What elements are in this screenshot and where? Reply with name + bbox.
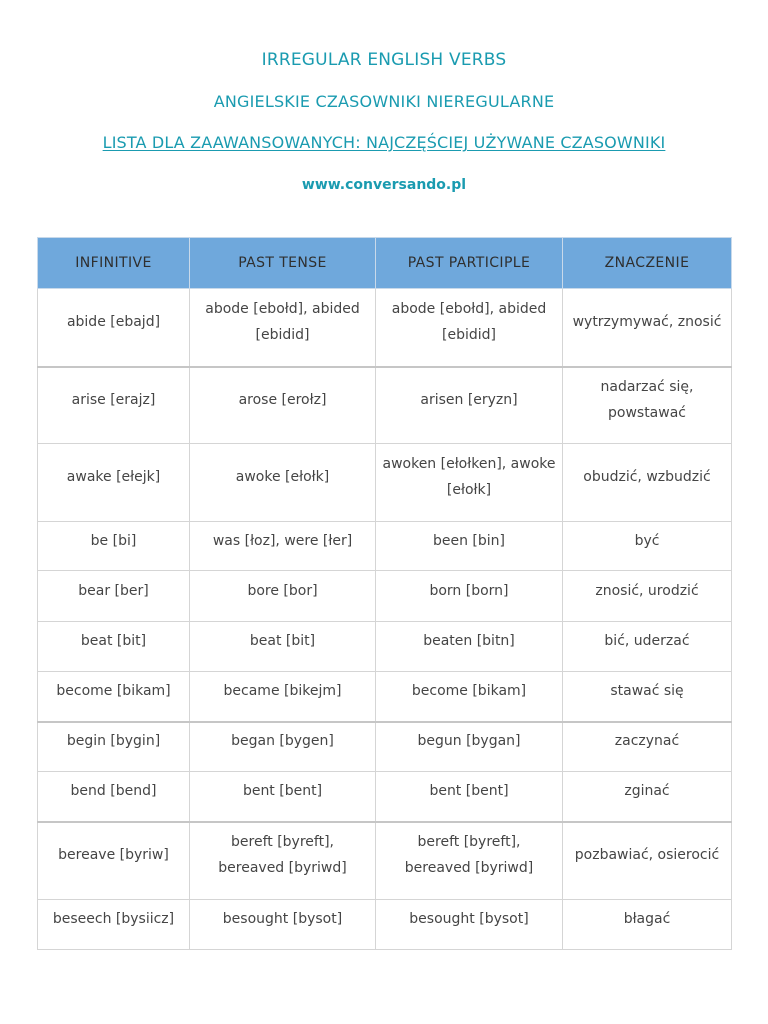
meaning-text: być [634, 532, 660, 549]
past-participle-text: abode [ebołd], abided [ebidid] [391, 300, 547, 343]
meaning-text: znosić, urodzić [595, 582, 699, 599]
infinitive-text: be [bi] [90, 532, 137, 549]
past-participle-cell [376, 571, 563, 622]
table-row [38, 822, 732, 900]
meaning-cell [563, 444, 732, 522]
meaning-text: stawać się [610, 682, 684, 699]
document-title: IRREGULAR ENGLISH VERBS [261, 50, 507, 70]
past-participle-cell [376, 772, 563, 822]
meaning-cell [563, 822, 732, 900]
meaning-text: zaczynać [614, 733, 680, 750]
past-participle-text: born [born] [429, 582, 509, 599]
infinitive-text: bear [ber] [78, 582, 149, 599]
past-tense-text: was [łoz], were [łer] [212, 532, 353, 549]
past-tense-cell [190, 289, 376, 367]
past-tense-cell [190, 900, 376, 950]
past-participle-cell [376, 672, 563, 722]
past-tense-text: began [bygen] [231, 733, 334, 750]
past-participle-cell [376, 900, 563, 950]
infinitive-text: arise [erajz] [71, 391, 156, 408]
past-participle-cell [376, 444, 563, 522]
table-row [38, 622, 732, 672]
table-row [38, 722, 732, 772]
table-row [38, 522, 732, 571]
infinitive-cell [38, 367, 190, 444]
meaning-text: nadarzać się, powstawać [600, 378, 694, 421]
past-participle-cell [376, 522, 563, 571]
past-participle-text: besought [bysot] [409, 911, 529, 927]
past-participle-text: awoken [ełołken], awoke [ełołk] [382, 456, 556, 498]
past-participle-text: begun [bygan] [417, 733, 521, 750]
past-tense-cell [190, 772, 376, 822]
list-heading [0, 133, 768, 153]
table-row [38, 289, 732, 367]
table-row [38, 367, 732, 444]
meaning-text: obudzić, wzbudzić [583, 469, 711, 485]
past-tense-text: arose [erołz] [238, 391, 327, 408]
meaning-text: bić, uderzać [604, 633, 690, 649]
infinitive-cell [38, 672, 190, 722]
meaning-cell [563, 367, 732, 444]
infinitive-cell [38, 900, 190, 950]
infinitive-text: beat [bit] [80, 633, 147, 649]
past-tense-cell [190, 571, 376, 622]
meaning-cell [563, 522, 732, 571]
past-tense-cell [190, 444, 376, 522]
past-tense-text: abode [ebołd], abided [ebidid] [205, 300, 360, 343]
past-tense-cell [190, 822, 376, 900]
document-subtitle: ANGIELSKIE CZASOWNIKI NIEREGULARNE [213, 92, 555, 111]
table-row [38, 900, 732, 950]
past-tense-text: beat [bit] [249, 633, 316, 649]
infinitive-text: bereave [byriw] [58, 847, 169, 864]
past-tense-text: bereft [byreft], bereaved [byriwd] [218, 834, 347, 877]
past-tense-cell [190, 722, 376, 772]
table-row [38, 672, 732, 722]
past-tense-text: became [bikejm] [223, 682, 342, 699]
infinitive-cell [38, 622, 190, 672]
past-participle-cell [376, 367, 563, 444]
website-link[interactable]: www.conversando.pl [301, 177, 467, 193]
column-header-past-tense: PAST TENSE [190, 238, 376, 289]
list-link[interactable]: LISTA DLA ZAAWANSOWANYCH: NAJCZĘŚCIEJ UŻYWANE CZASOWNIKI [102, 133, 666, 152]
past-participle-cell [376, 722, 563, 772]
infinitive-cell [38, 444, 190, 522]
past-tense-text: bent [bent] [242, 782, 323, 799]
past-tense-text: awoke [ełołk] [235, 469, 330, 485]
meaning-text: wytrzymywać, znosić [572, 313, 722, 330]
infinitive-cell [38, 289, 190, 367]
meaning-text: pozbawiać, osierocić [574, 847, 720, 864]
meaning-cell [563, 672, 732, 722]
meaning-cell [563, 571, 732, 622]
table-row [38, 772, 732, 822]
past-participle-text: beaten [bitn] [423, 633, 515, 649]
infinitive-cell [38, 772, 190, 822]
meaning-text: błagać [623, 911, 671, 927]
meaning-cell [563, 722, 732, 772]
column-header-meaning: ZNACZENIE [563, 238, 732, 289]
meaning-cell [563, 772, 732, 822]
past-tense-cell [190, 622, 376, 672]
past-participle-text: arisen [eryzn] [420, 391, 518, 408]
past-participle-cell [376, 289, 563, 367]
meaning-cell [563, 622, 732, 672]
column-header-infinitive: INFINITIVE [38, 238, 190, 289]
infinitive-text: bend [bend] [70, 782, 157, 799]
infinitive-text: awake [ełejk] [66, 469, 161, 485]
meaning-cell [563, 289, 732, 367]
infinitive-cell [38, 722, 190, 772]
past-tense-text: besought [bysot] [222, 911, 343, 927]
column-header-past-participle: PAST PARTICIPLE [376, 238, 563, 289]
past-tense-cell [190, 672, 376, 722]
past-participle-text: become [bikam] [411, 682, 527, 699]
past-participle-cell [376, 622, 563, 672]
past-participle-text: bereft [byreft], bereaved [byriwd] [404, 834, 534, 877]
table-row [38, 571, 732, 622]
infinitive-text: abide [ebajd] [66, 313, 161, 330]
meaning-cell [563, 900, 732, 950]
past-participle-cell [376, 822, 563, 900]
meaning-text: zginać [624, 782, 670, 799]
past-participle-text: been [bin] [432, 532, 505, 549]
table-header-row [38, 238, 732, 289]
infinitive-text: beseech [bysiicz] [52, 911, 175, 927]
irregular-verbs-table [37, 237, 732, 950]
infinitive-text: begin [bygin] [66, 733, 161, 750]
past-tense-cell [190, 522, 376, 571]
past-tense-text: bore [bor] [247, 582, 318, 599]
past-tense-cell [190, 367, 376, 444]
infinitive-cell [38, 822, 190, 900]
infinitive-cell [38, 571, 190, 622]
past-participle-text: bent [bent] [429, 782, 509, 799]
infinitive-cell [38, 522, 190, 571]
table-row [38, 444, 732, 522]
infinitive-text: become [bikam] [56, 682, 171, 699]
